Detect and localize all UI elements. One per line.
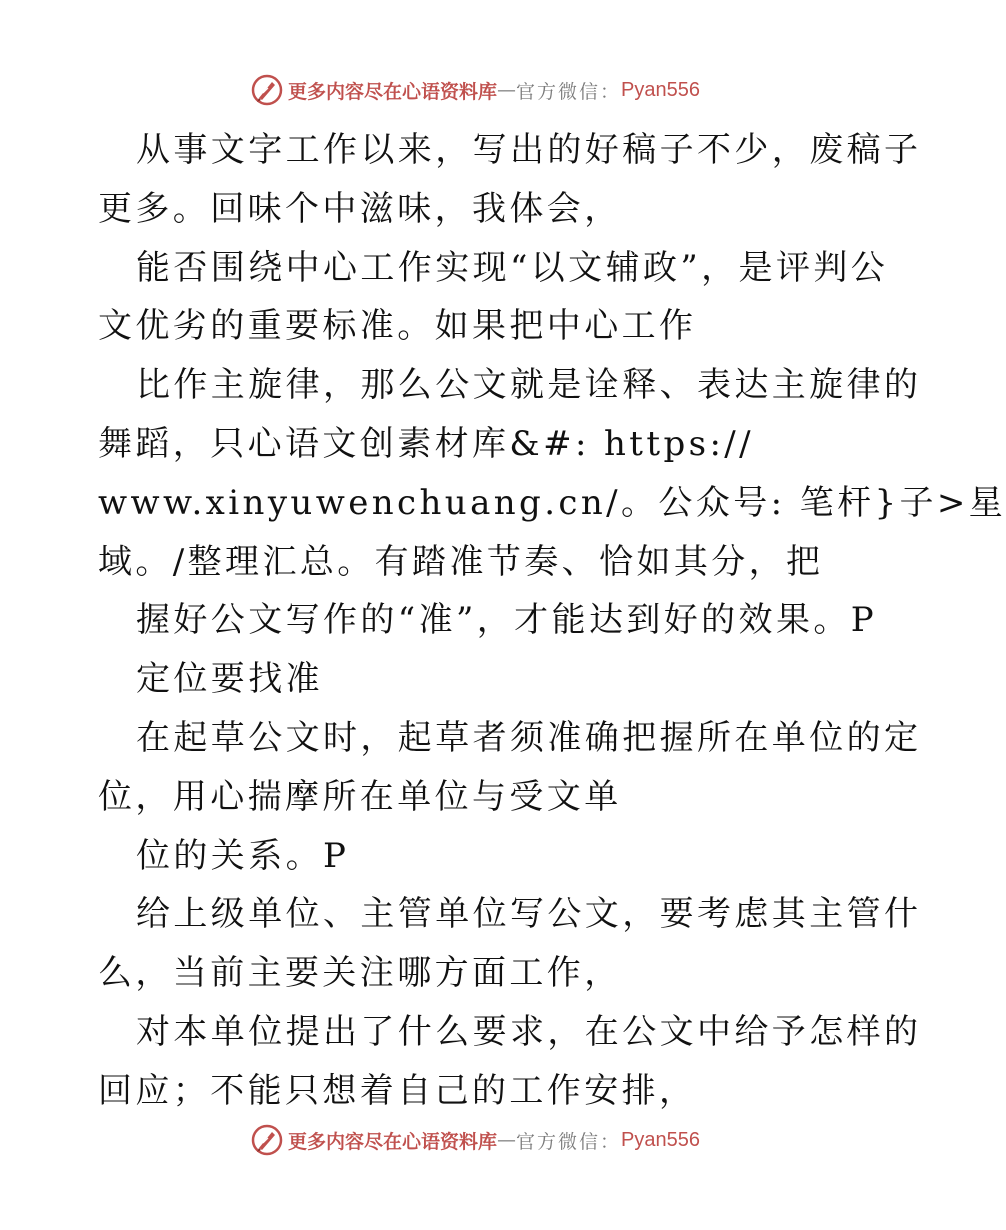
text-line: 文优劣的重要标准。如果把中心工作 xyxy=(98,306,697,347)
text-line: 对本单位提出了什么要求，在公文中给予怎样的 xyxy=(136,1011,922,1052)
text-line: 位的关系。P xyxy=(136,835,350,876)
text-line: 更多。回味个中滋味，我体会， xyxy=(98,188,622,229)
feather-pen-logo-icon xyxy=(250,1123,284,1157)
watermark-dash: — xyxy=(497,1129,517,1151)
watermark-official-text: 官方微信： xyxy=(516,80,622,103)
text-line: 能否围绕中心工作实现“以文辅政”，是评判公 xyxy=(136,247,889,288)
text-line: 么，当前主要关注哪方面工作， xyxy=(98,953,622,994)
feather-pen-logo-icon xyxy=(250,73,284,107)
footer-watermark xyxy=(0,1120,950,1160)
text-line: 舞蹈，只心语文创素材库&#: https:// xyxy=(98,423,755,464)
watermark-wechat-id: Pyan556 xyxy=(621,1128,700,1151)
text-line: 位，用心揣摩所在单位与受文单 xyxy=(98,776,622,817)
text-line: 定位要找准 xyxy=(136,659,323,700)
watermark-dash: — xyxy=(497,79,517,101)
header-watermark xyxy=(0,70,950,110)
text-line: 回应；不能只想着自己的工作安排， xyxy=(98,1070,697,1111)
text-line: www.xinyuwenchuang.cn/。公众号: 笔杆}子>星 xyxy=(98,482,1006,523)
text-line: 给上级单位、主管单位写公文，要考虑其主管什 xyxy=(136,894,922,935)
text-line: 握好公文写作的“准”，才能达到好的效果。P xyxy=(136,600,878,641)
text-line: 从事文字工作以来，写出的好稿子不少，废稿子 xyxy=(136,130,922,170)
document-body xyxy=(98,121,1006,1121)
watermark-official-text: 官方微信： xyxy=(516,1130,622,1153)
watermark-wechat-id: Pyan556 xyxy=(621,78,700,101)
text-line: 域。/整理汇总。有踏准节奏、恰如其分，把 xyxy=(98,541,824,582)
watermark-main-text: 更多内容尽在心语资料库 xyxy=(288,1130,498,1153)
text-line: 比作主旋律，那么公文就是诠释、表达主旋律的 xyxy=(136,365,922,406)
text-line: 在起草公文时，起草者须准确把握所在单位的定 xyxy=(136,717,922,758)
watermark-main-text: 更多内容尽在心语资料库 xyxy=(288,80,498,103)
